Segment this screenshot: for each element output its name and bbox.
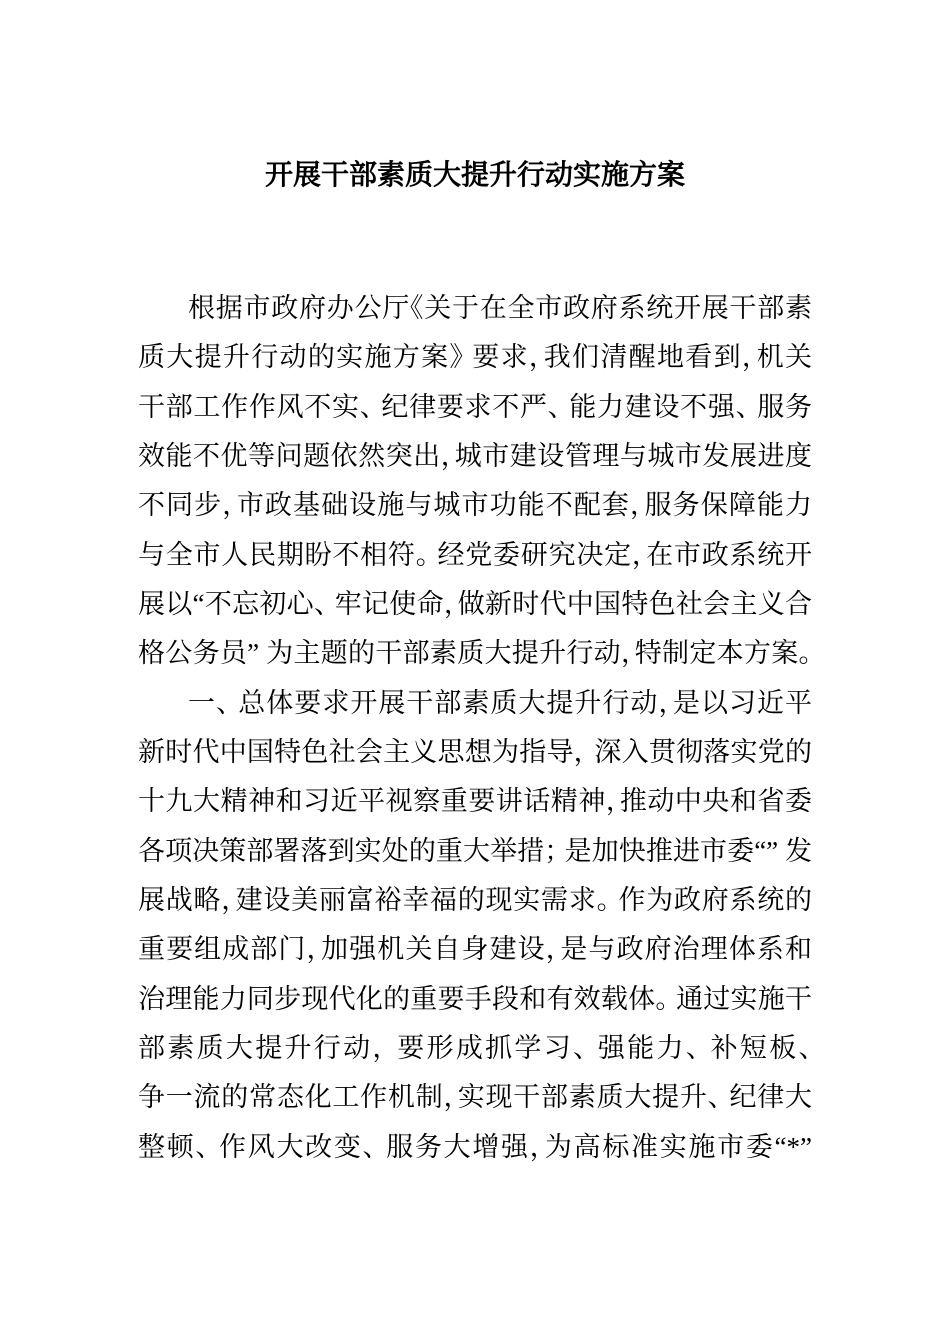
text-line: 与全市人民期盼不相符。 经党委研究决定，在市政系统开: [138, 539, 812, 570]
text-line: 根据市政府办公厅《关于在全市政府系统开展干部素: [188, 293, 812, 323]
document-title: 开展干部素质大提升行动实施方案: [264, 159, 685, 190]
text-line: 展战略，建设美丽富裕幸福的现实需求。 作为政府系统的: [138, 884, 812, 915]
text-line: 治理能力同步现代化的重要手段和有效载体。 通过实施干: [138, 983, 812, 1014]
text-line: 效能不优等问题依然突出，城市建设管理与城市发展进度: [138, 440, 812, 471]
text-line: 整顿、 作风大改变、 服务大增强，为高标准实施市委“*”: [138, 1131, 812, 1162]
text-line: 干部工作作风不实、 纪律要求不严、 能力建设不强、 服务: [138, 391, 812, 422]
text-line: 展以“不忘初心、 牢记使命，做新时代中国特色社会主义合: [138, 588, 812, 619]
text-line: 不同步，市政基础设施与城市功能不配套，服务保障能力: [138, 490, 812, 521]
text-line: 重要组成部门，加强机关自身建设，是与政府治理体系和: [138, 934, 812, 965]
text-line: 各项决策部署落到实处的重大举措； 是加快推进市委“” 发: [138, 835, 812, 866]
text-line: 质大提升行动的实施方案》 要求，我们清醒地看到，机关: [138, 342, 812, 373]
text-line: 一、 总体要求开展干部素质大提升行动，是以习近平: [188, 687, 812, 718]
text-line: 新时代中国特色社会主义思想为指导， 深入贯彻落实党的: [138, 736, 812, 767]
document-body: [138, 284, 812, 1172]
text-line: 部素质大提升行动， 要形成抓学习、 强能力、 补短板、: [138, 1032, 812, 1063]
text-line: 争一流的常态化工作机制，实现干部素质大提升、 纪律大: [138, 1082, 812, 1113]
text-line: 格公务员” 为主题的干部素质大提升行动，特制定本方案。: [138, 638, 812, 669]
text-line: 十九大精神和习近平视察重要讲话精神，推动中央和省委: [138, 786, 812, 817]
